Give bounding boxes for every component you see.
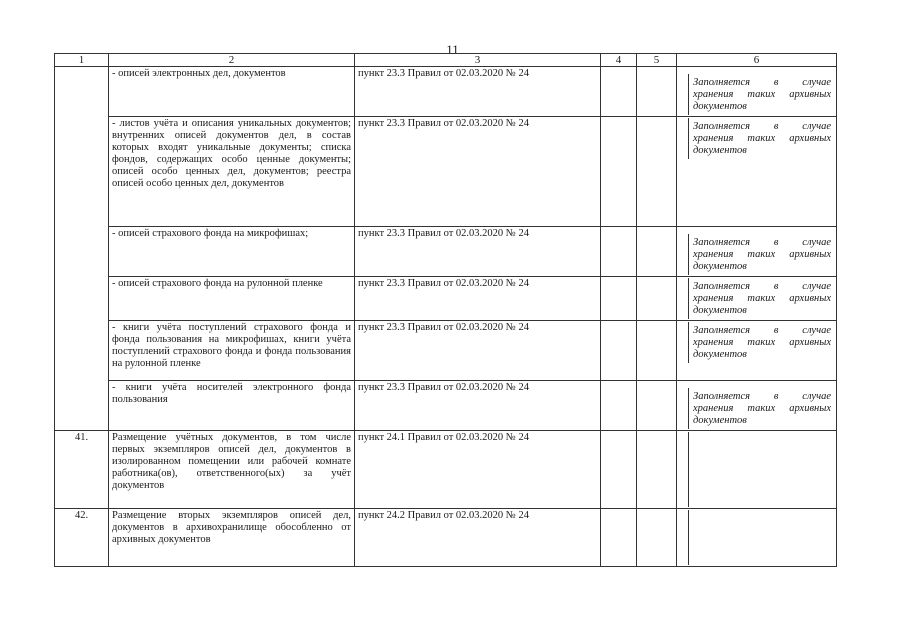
legal-basis: пункт 23.3 Правил от 02.03.2020 № 24 [355,321,601,381]
column-4-cell [601,67,637,117]
note-cell [677,227,837,277]
requirement-description: - описей электронных дел, документов [109,67,355,117]
requirement-description: - описей страхового фонда на микрофишах; [109,227,355,277]
column-header-6: 6 [677,54,837,67]
requirement-description: Размещение вторых экземпляров описей дел, документов в архивохранилище обособленно от архивных документов [109,509,355,567]
legal-basis: пункт 23.3 Правил от 02.03.2020 № 24 [355,381,601,431]
table-row [55,321,837,381]
table-row [55,67,837,117]
column-4-cell [601,321,637,381]
requirement-description: Размещение учётных документов, в том числе первых экземпляров описей дел, документов в изолированном помещении или рабочей комнате работника(ов), ответственного(ых) за учёт документов [109,431,355,509]
column-5-cell [637,117,677,227]
column-5-cell [637,277,677,321]
column-4-cell [601,381,637,431]
note-cell [677,117,837,227]
column-header-4: 4 [601,54,637,67]
note-cell [677,277,837,321]
requirement-description: - книги учёта носителей электронного фонда пользования [109,381,355,431]
column-header-3: 3 [355,54,601,67]
page-number: 11 [446,42,459,57]
table-header-row [55,54,837,67]
row-number-cell [55,67,109,431]
requirement-description: - листов учёта и описания уникальных документов; внутренних описей документов дел, в состав которых входят уникальные документы; списка фондов, содержащих особо ценные документы; описей особо ценных дел, документов; реестра описей особо ценных дел, документов [109,117,355,227]
table-row [55,277,837,321]
legal-basis: пункт 23.3 Правил от 02.03.2020 № 24 [355,227,601,277]
column-4-cell [601,227,637,277]
column-header-5: 5 [637,54,677,67]
note-cell [677,67,837,117]
column-5-cell [637,431,677,509]
note-text: Заполняется в случае хранения таких архивных документов [688,118,833,159]
requirement-description: - описей страхового фонда на рулонной пленке [109,277,355,321]
table-row [55,117,837,227]
legal-basis: пункт 24.2 Правил от 02.03.2020 № 24 [355,509,601,567]
table-row [55,509,837,567]
note-text: Заполняется в случае хранения таких архивных документов [688,322,833,363]
table-row [55,431,837,509]
column-header-1: 1 [55,54,109,67]
note-text [688,510,833,565]
note-text: Заполняется в случае хранения таких архивных документов [688,388,833,429]
legal-basis: пункт 23.3 Правил от 02.03.2020 № 24 [355,117,601,227]
legal-basis: пункт 23.3 Правил от 02.03.2020 № 24 [355,67,601,117]
column-4-cell [601,509,637,567]
column-5-cell [637,509,677,567]
column-5-cell [637,321,677,381]
column-4-cell [601,431,637,509]
requirements-table [54,53,837,567]
row-number-cell: 41. [55,431,109,509]
note-cell [677,509,837,567]
requirement-description: - книги учёта поступлений страхового фонда и фонда пользования на микрофишах, книги учёта поступлений страхового фонда и фонда пользования на рулонной пленке [109,321,355,381]
note-cell [677,431,837,509]
note-text [688,432,833,507]
column-header-2: 2 [109,54,355,67]
table-row [55,227,837,277]
column-4-cell [601,277,637,321]
note-text: Заполняется в случае хранения таких архивных документов [688,234,833,275]
column-5-cell [637,67,677,117]
column-5-cell [637,381,677,431]
note-cell [677,321,837,381]
legal-basis: пункт 24.1 Правил от 02.03.2020 № 24 [355,431,601,509]
note-text: Заполняется в случае хранения таких архивных документов [688,278,833,319]
legal-basis: пункт 23.3 Правил от 02.03.2020 № 24 [355,277,601,321]
note-text: Заполняется в случае хранения таких архивных документов [688,74,833,115]
table-row [55,381,837,431]
row-number-cell: 42. [55,509,109,567]
column-5-cell [637,227,677,277]
column-4-cell [601,117,637,227]
note-cell [677,381,837,431]
